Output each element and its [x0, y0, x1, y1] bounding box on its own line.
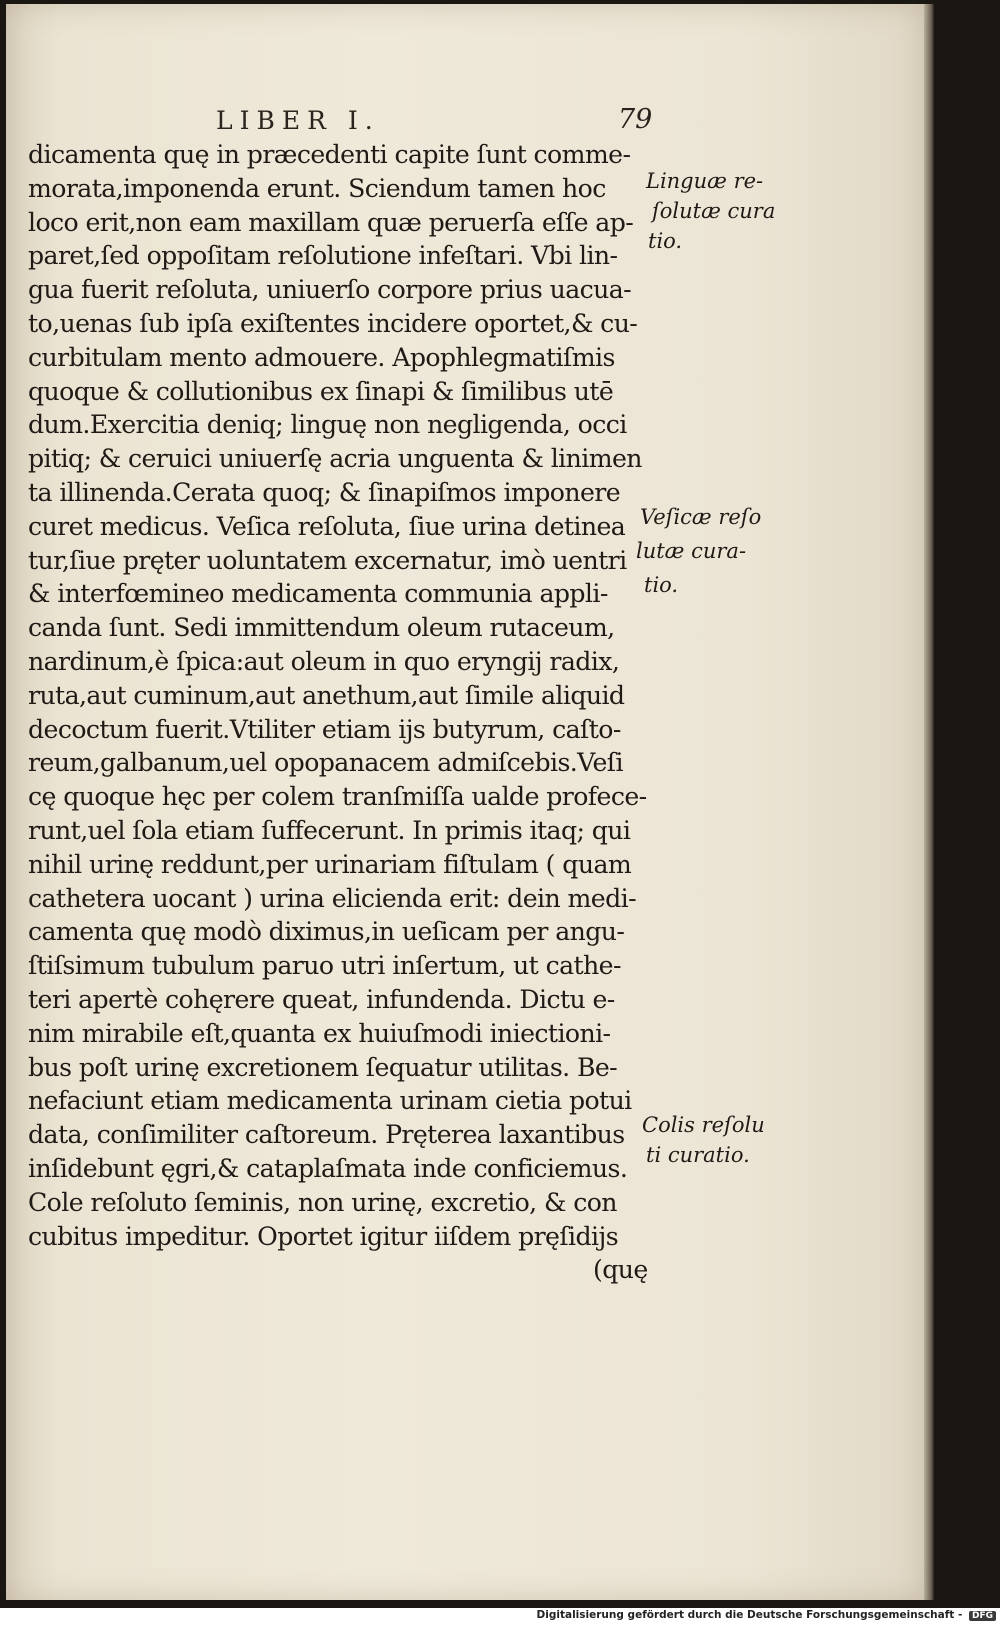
text-line: nim mirabile eſt,quanta ex huiuſmodi iniectioni-	[28, 1018, 611, 1048]
marginal-line: Linguæ re-	[646, 169, 764, 193]
book-page	[6, 4, 924, 1600]
text-line: teri apertè cohęrere queat, infundenda. Dictu e-	[28, 984, 615, 1014]
text-line: paret,ſed oppoſitam reſolutione infeſtari. Vbi lin-	[28, 241, 618, 271]
text-line: ſtiſsimum tubulum paruo utri inſertum, ut cathe-	[28, 951, 621, 981]
text-line: canda ſunt. Sedi immittendum oleum rutaceum,	[28, 613, 615, 643]
text-line: cathetera uocant ) urina elicienda erit: dein medi-	[28, 883, 636, 913]
marginal-line: Veſicæ reſo	[640, 505, 762, 529]
text-line: loco erit,non eam maxillam quæ peruerſa eſſe ap-	[28, 207, 634, 237]
marginal-note-bladder	[636, 500, 761, 602]
dfg-logo: DFG	[969, 1611, 996, 1621]
text-line: gua fuerit reſoluta, uniuerſo corpore prius uacua-	[28, 275, 632, 305]
text-line: inſidebunt ęgri,& cataplaſmata inde conficiemus.	[28, 1153, 628, 1183]
text-line: dicamenta quę in præcedenti capite ſunt comme-	[28, 140, 631, 169]
text-line: curbitulam mento admouere. Apophlegmatiſmis	[28, 342, 615, 372]
marginal-line: tio.	[644, 573, 679, 597]
marginal-note-tongue	[646, 166, 775, 256]
text-line: nihil urinę reddunt,per urinariam fiſtulam ( quam	[28, 849, 632, 879]
page-edge	[924, 4, 934, 1600]
text-line: ta illinenda.Cerata quoq; & ſinapiſmos imponere	[28, 477, 620, 507]
text-line: camenta quę modò diximus,in ueſicam per angu-	[28, 917, 625, 947]
text-line: reum,galbanum,uel opopanacem admiſcebis.Veſi	[28, 748, 623, 778]
marginal-note-colis	[642, 1110, 765, 1170]
text-line: data, conſimiliter caſtoreum. Pręterea laxantibus	[28, 1120, 625, 1150]
digitization-credit	[537, 1609, 996, 1621]
text-line: nardinum,è ſpica:aut oleum in quo eryngij radix,	[28, 646, 620, 676]
text-line: tur,ſiue pręter uoluntatem excernatur, imò uentri	[28, 545, 627, 575]
text-line: decoctum fuerit.Vtiliter etiam ijs butyrum, caſto-	[28, 714, 621, 744]
text-line: cę quoque hęc per colem tranſmiſſa ualde profece-	[28, 782, 647, 812]
text-line: dum.Exercitia deniq; linguę non negligenda, occi	[28, 410, 627, 440]
running-head	[6, 100, 924, 140]
text-line: cubitus impeditur. Oportet igitur iiſdem pręſidijs	[28, 1221, 619, 1251]
running-title: LIBER I.	[216, 106, 380, 135]
text-line: to,uenas ſub ipſa exiſtentes incidere oportet,& cu-	[28, 308, 638, 338]
marginal-line: ſolutæ cura	[652, 199, 776, 223]
text-line: Cole reſoluto ſeminis, non urinę, excretio, & con	[28, 1187, 617, 1217]
text-line: pitiq; & ceruici uniuerſę acria unguenta & linimen	[28, 444, 642, 474]
marginal-line: lutæ cura-	[636, 539, 747, 563]
text-line: & interfœmineo medicamenta communia appli-	[28, 579, 608, 609]
page-number: 79	[618, 104, 653, 135]
text-line: bus poſt urinę excretionem ſequatur utilitas. Be-	[28, 1052, 618, 1082]
catchword: (quę	[593, 1255, 648, 1285]
marginal-line: ti curatio.	[646, 1143, 750, 1167]
marginal-line: tio.	[648, 229, 683, 253]
main-text	[28, 138, 668, 1287]
credit-text: Digitalisierung gefördert durch die Deutsche Forschungsgemeinschaft -	[536, 1609, 963, 1621]
text-line: curet medicus. Veſica reſoluta, ſiue urina detinea	[28, 511, 626, 541]
text-line: ruta,aut cuminum,aut anethum,aut ſimile aliquid	[28, 680, 625, 710]
text-line: runt,uel ſola etiam ſuffecerunt. In primis itaq; qui	[28, 815, 631, 845]
marginal-line: Colis reſolu	[642, 1113, 765, 1137]
text-line: nefaciunt etiam medicamenta urinam cietia potui	[28, 1086, 632, 1116]
text-line: quoque & collutionibus ex ſinapi & ſimilibus utē	[28, 376, 614, 406]
text-line: morata,imponenda erunt. Sciendum tamen hoc	[28, 173, 606, 203]
